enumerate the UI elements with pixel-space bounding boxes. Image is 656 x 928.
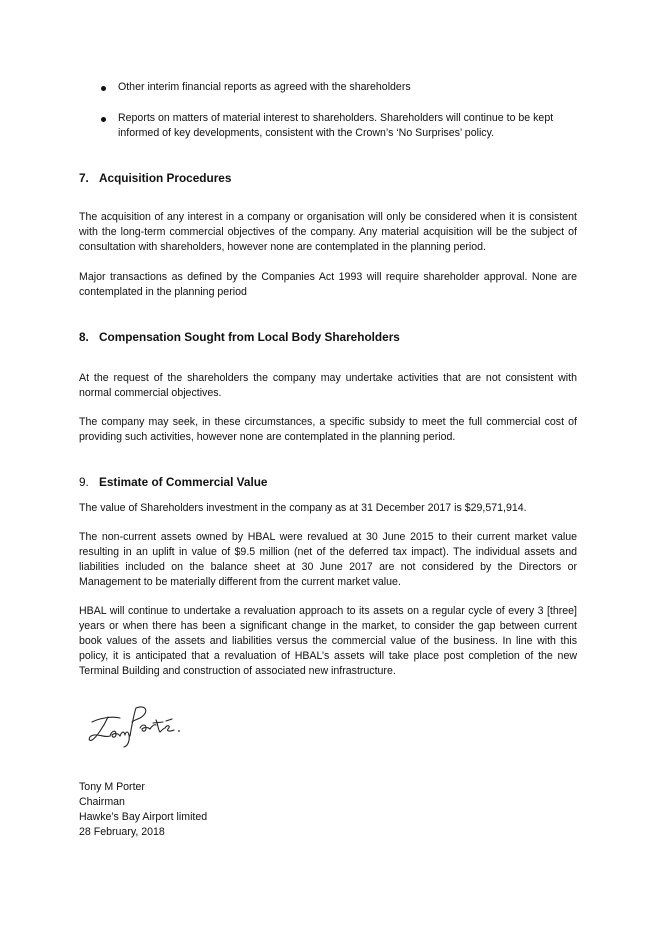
bullet-item: Reports on matters of material interest to shareholders. Shareholders will continue to be kept informed of key developments, consistent with the Crown’s ‘No Surprises’ policy. <box>118 112 554 139</box>
paragraph: The non-current assets owned by HBAL were revalued at 30 June 2015 to their current market value resulting in an uplift in value of $9.5 million (net of the deferred tax impact). The individual assets and liabilities included on the balance sheet at 30 June 2017 are not considered by the Directors or Management to be materially different from the current market value. <box>79 531 577 588</box>
section-title: Acquisition Procedures <box>99 171 232 185</box>
signatory-name: Tony M Porter <box>79 781 145 793</box>
bullet-marker <box>101 117 106 122</box>
signatory-organisation: Hawke’s Bay Airport limited <box>79 811 208 823</box>
section-number: 9. <box>79 475 89 489</box>
bullet-item: Other interim financial reports as agreed with the shareholders <box>118 81 411 93</box>
section-7-heading <box>79 171 231 185</box>
section-number: 7. <box>79 171 89 185</box>
signatory-title: Chairman <box>79 796 125 808</box>
section-number: 8. <box>79 330 89 344</box>
bullet-marker <box>101 86 106 91</box>
paragraph: Major transactions as defined by the Companies Act 1993 will require shareholder approval. None are contemplated in the planning period <box>79 271 577 298</box>
section-9-heading <box>79 475 268 489</box>
section-title: Estimate of Commercial Value <box>99 475 268 489</box>
section-8-heading <box>79 330 400 344</box>
signature-date: 28 February, 2018 <box>79 826 165 838</box>
section-title: Compensation Sought from Local Body Shareholders <box>99 330 400 344</box>
paragraph: At the request of the shareholders the company may undertake activities that are not consistent with normal commercial objectives. <box>79 372 577 399</box>
paragraph: The acquisition of any interest in a company or organisation will only be considered when it is consistent with the long-term commercial objectives of the company. Any material acquisition will be the subject of consultation with shareholders, however none are contemplated in the planning period. <box>79 211 577 253</box>
handwritten-signature <box>86 700 182 750</box>
paragraph: HBAL will continue to undertake a revaluation approach to its assets on a regular cycle of every 3 [three] years or when there has been a significant change in the market, to consider the gap between current book values of the assets and liabilities versus the commercial value of the business. In line with this policy, it is anticipated that a revaluation of HBAL’s assets will take place post completion of the new Terminal Building and construction of associated new infrastructure. <box>79 605 577 677</box>
paragraph: The company may seek, in these circumstances, a specific subsidy to meet the full commercial cost of providing such activities, however none are contemplated in the planning period. <box>79 416 577 443</box>
paragraph: The value of Shareholders investment in the company as at 31 December 2017 is $29,571,914. <box>79 502 527 514</box>
